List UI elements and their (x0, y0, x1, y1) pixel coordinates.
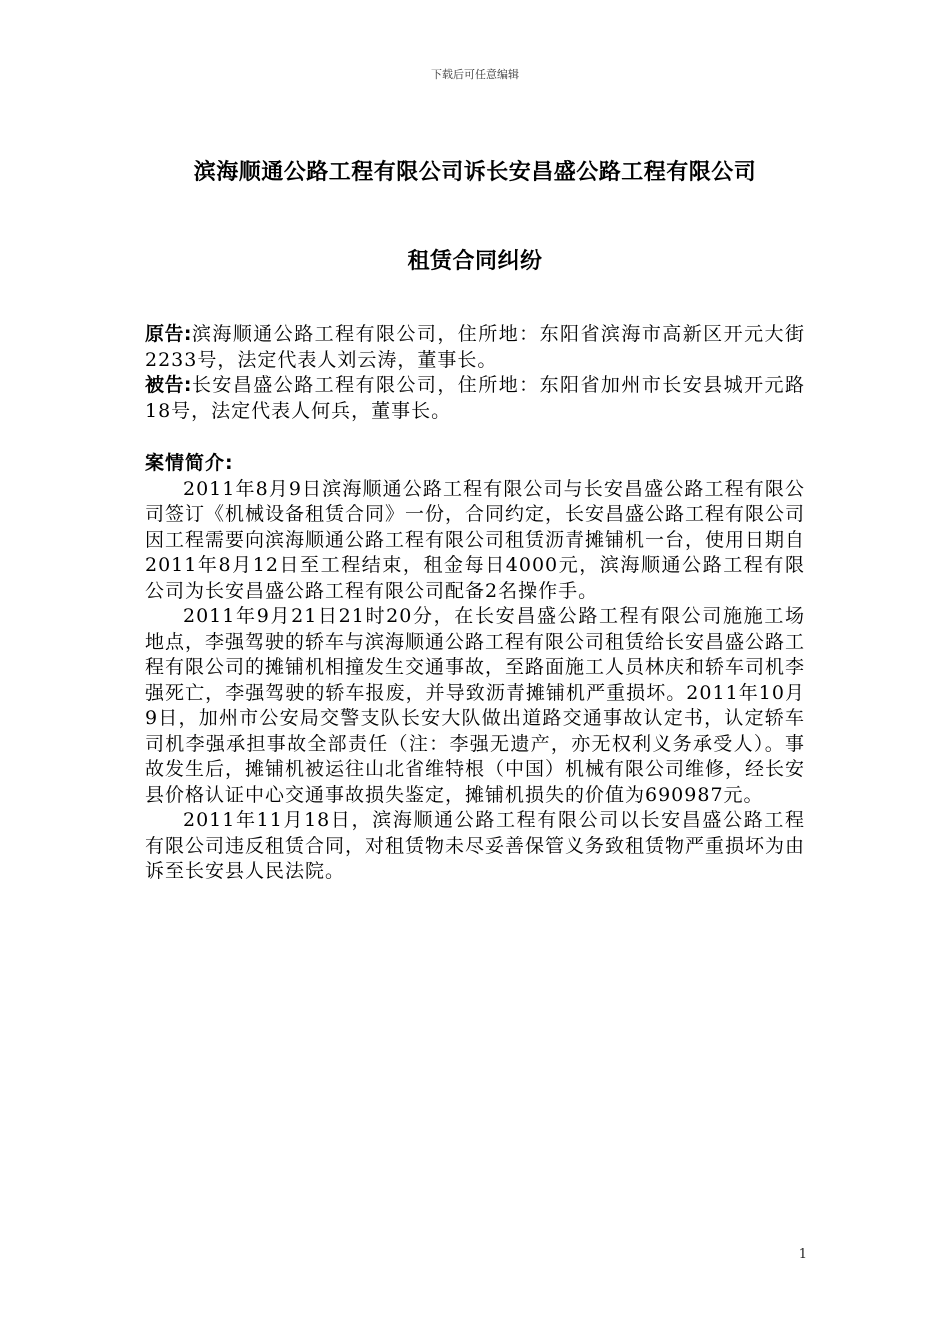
plaintiff-text: 滨海顺通公路工程有限公司，住所地：东阳省滨海市高新区开元大街2233号，法定代表人刘云涛，董事长。 (145, 323, 805, 371)
document-title-line-2: 租赁合同纠纷 (407, 249, 543, 274)
document-title-line-1: 滨海顺通公路工程有限公司诉长安昌盛公路工程有限公司 (193, 160, 757, 185)
case-paragraph-2: 2011年9月21日21时20分，在长安昌盛公路工程有限公司施施工场地点，李强驾驶的轿车与滨海顺通公路工程有限公司租赁给长安昌盛公路工程有限公司的摊铺机相撞发生交通事故，至路面施工人员林庆和轿车司机李强死亡，李强驾驶的轿车报废，并导致沥青摊铺机严重损坏。2011年10月9日，加州市公安局交警支队长安大队做出道路交通事故认定书，认定轿车司机李强承担事故全部责任（注：李强无遗产，亦无权利义务承受人）。事故发生后，摊铺机被运往山北省维特根（中国）机械有限公司维修，经长安县价格认证中心交通事故损失鉴定，摊铺机损失的价值为690987元。 (145, 605, 806, 806)
defendant-paragraph (145, 373, 805, 424)
page-header-note: 下载后可任意编辑 (431, 68, 519, 81)
defendant-label: 被告: (145, 374, 192, 396)
plaintiff-paragraph (145, 322, 805, 373)
case-paragraph-1: 2011年8月9日滨海顺通公路工程有限公司与长安昌盛公路工程有限公司签订《机械设备租赁合同》一份，合同约定，长安昌盛公路工程有限公司因工程需要向滨海顺通公路工程有限公司租赁沥青摊铺机一台，使用日期自2011年8月12日至工程结束，租金每日4000元，滨海顺通公路工程有限公司为长安昌盛公路工程有限公司配备2名操作手。 (145, 477, 806, 602)
page-number: 1 (798, 1247, 807, 1262)
plaintiff-label: 原告: (145, 323, 192, 345)
case-paragraph-3: 2011年11月18日，滨海顺通公路工程有限公司以长安昌盛公路工程有限公司违反租赁合同，对租赁物未尽妥善保管义务致租赁物严重损坏为由诉至长安县人民法院。 (145, 809, 806, 882)
document-body (145, 322, 805, 885)
case-summary-heading: 案情简介: (145, 452, 234, 474)
defendant-text: 长安昌盛公路工程有限公司，住所地：东阳省加州市长安县城开元路18号，法定代表人何兵，董事长。 (145, 374, 805, 422)
